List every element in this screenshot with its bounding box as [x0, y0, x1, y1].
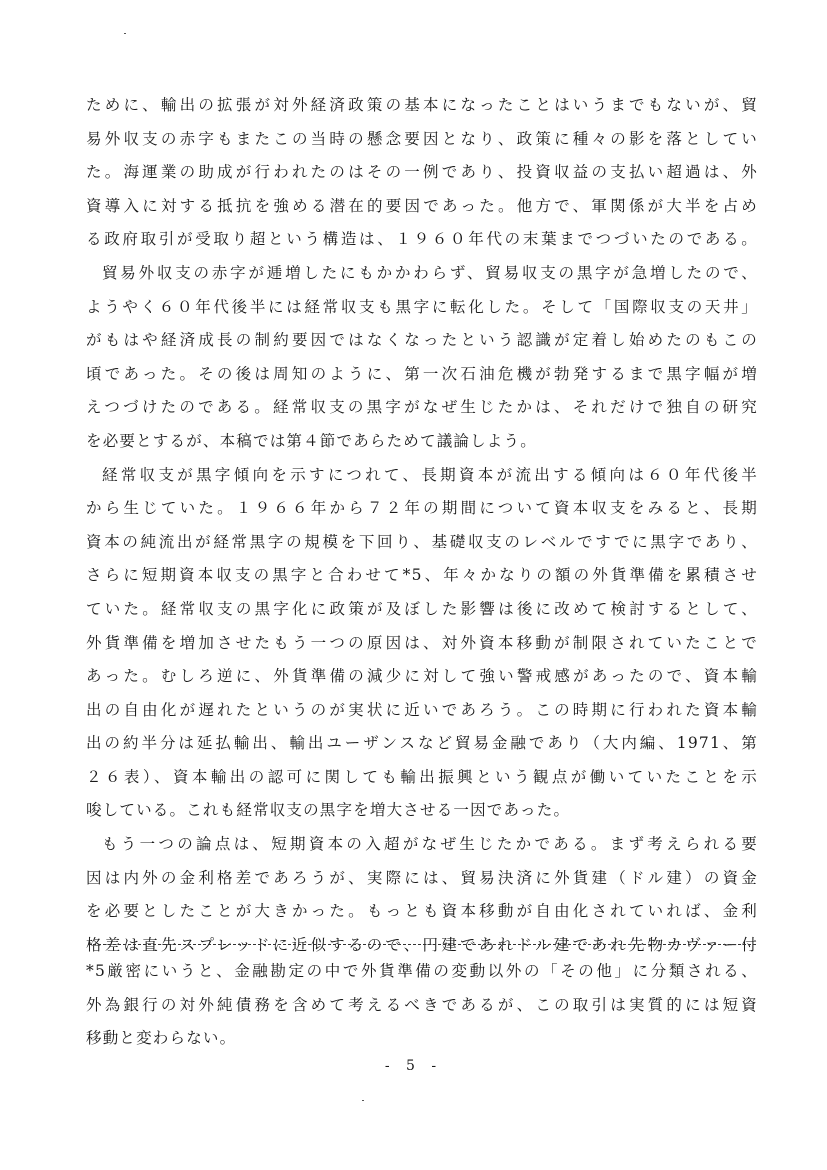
text-line: 唆している。これも経常収支の黒字を増大させる一因であった。: [86, 801, 571, 820]
text-line: 資導入に対する抵抗を強める潜在的要因であった。他方で、軍関係が大半を占め: [86, 196, 758, 215]
text-line: 経常収支が黒字傾向を示すにつれて、長期資本が流出する傾向は６０年代後半: [102, 465, 758, 484]
text-line: がもはや経済成長の制約要因ではなくなったという認識が定着し始めたのもこの: [86, 331, 758, 350]
text-line: 外貨準備を増加させたもう一つの原因は、対外資本移動が制限されていたことで: [86, 633, 758, 652]
footnote-line: 移動と変わらない。: [86, 1029, 237, 1048]
footnote-line: *5厳密にいうと、金融勘定の中で外貨準備の変動以外の「その他」に分類される、: [86, 962, 758, 980]
text-line: る政府取引が受取り超という構造は、１９６０年代の末葉までつづいたのである。: [86, 230, 758, 249]
text-line: 頃であった。その後は周知のように、第一次石油危機が勃発するまで黒字幅が増: [86, 364, 758, 383]
text-line: 因は内外の金利格差であろうが、実際には、貿易決済に外貨建（ドル建）の資金: [86, 868, 758, 887]
text-line: ２６表）、資本輸出の認可に関しても輸出振興という観点が働いていたことを示: [86, 767, 758, 786]
page-number: - 5 -: [384, 1058, 443, 1074]
text-line: 出の約半分は延払輸出、輸出ユーザンスなど貿易金融であり（大内編、1971、第: [86, 734, 758, 753]
text-line: 易外収支の赤字もまたこの当時の懸念要因となり、政策に種々の影を落としてい: [86, 129, 758, 148]
text-line: を必要とするが、本稿では第４節であらためて議論しよう。: [86, 431, 537, 450]
scan-speck: [362, 1100, 364, 1101]
text-line: あった。むしろ逆に、外貨準備の減少に対して強い警戒感があったので、資本輸: [86, 667, 758, 686]
text-line: を必要としたことが大きかった。もっとも資本移動が自由化されていれば、金利: [86, 902, 758, 921]
text-line: 貿易外収支の赤字が逓増したにもかかわらず、貿易収支の黒字が急増したので、: [102, 263, 758, 282]
text-line: えつづけたのである。経常収支の黒字がなぜ生じたかは、それだけで独自の研究: [86, 398, 758, 417]
text-line: 格差は直先スプレッドに近似するので、円建であれドル建であれ先物カヴァー付: [86, 935, 758, 954]
text-line: ていた。経常収支の黒字化に政策が及ぼした影響は後に改めて検討するとして、: [86, 599, 758, 618]
footnote: [86, 955, 758, 1056]
text-line: ようやく６０年代後半には経常収支も黒字に転化した。そして「国際収支の天井」: [86, 297, 758, 316]
text-line: さらに短期資本収支の黒字と合わせて*5、年々かなりの額の外貨準備を累積させ: [86, 566, 758, 585]
main-text: [86, 89, 758, 962]
text-line: た。海運業の助成が行われたのはその一例であり、投資収益の支払い超過は、外: [86, 163, 758, 182]
text-line: ために、輸出の拡張が対外経済政策の基本になったことはいうまでもないが、貿: [86, 96, 758, 114]
text-line: 資本の純流出が経常黒字の規模を下回り、基礎収支のレベルですでに黒字であり、: [86, 532, 758, 551]
scan-speck: [124, 33, 126, 34]
text-line: から生じていた。１９６６年から７２年の期間について資本収支をみると、長期: [86, 499, 758, 518]
footnote-line: 外為銀行の対外純債務を含めて考えるべきであるが、この取引は実質的には短資: [86, 995, 758, 1014]
text-line: 出の自由化が遅れたというのが実状に近いであろう。この時期に行われた資本輸: [86, 700, 758, 719]
footnote-divider: [88, 944, 756, 945]
text-line: もう一つの論点は、短期資本の入超がなぜ生じたかである。まず考えられる要: [102, 835, 758, 854]
